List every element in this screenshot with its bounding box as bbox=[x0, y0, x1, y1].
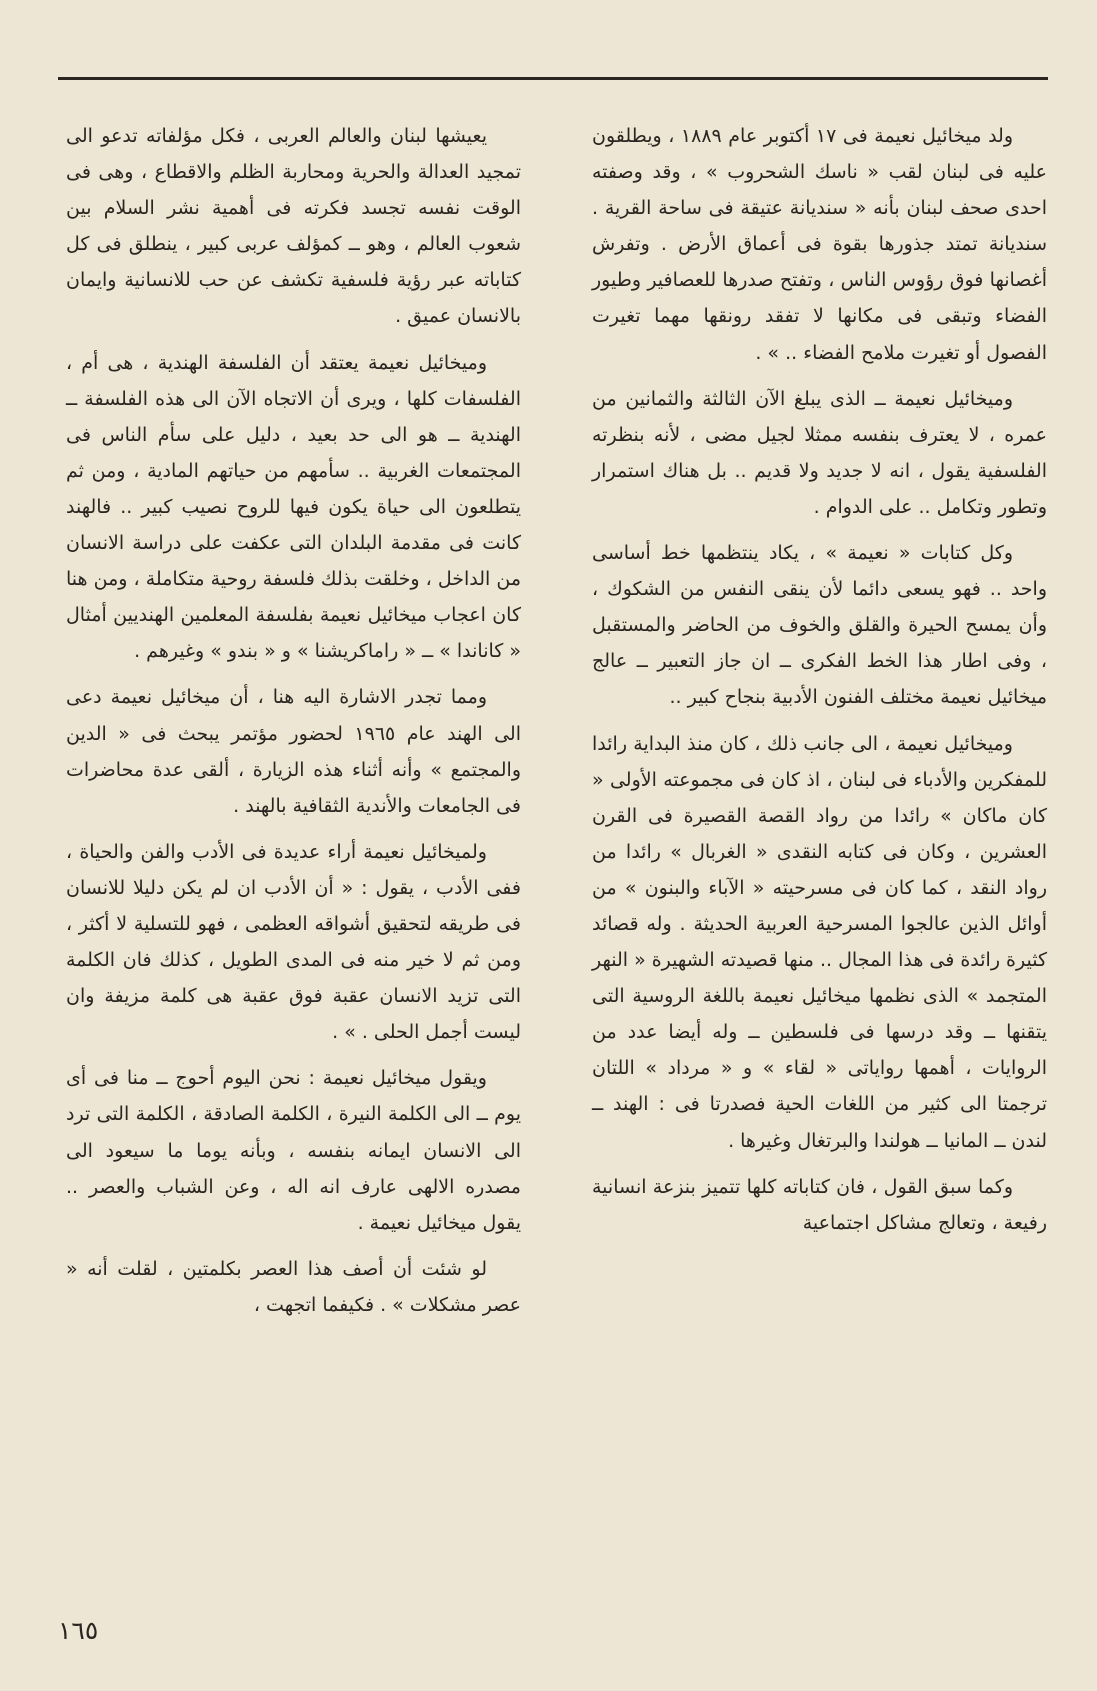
left-column bbox=[66, 118, 521, 1333]
page-number: ١٦٥ bbox=[58, 1616, 99, 1645]
paragraph: ولد ميخائيل نعيمة فى ١٧ أكتوبر عام ١٨٨٩ ، ويطلقون عليه فى لبنان لقب « ناسك الشحروب » ، وقد وصفته احدى صحف لبنان بأنه « سنديانة عتيقة فى ساحة القرية . سنديانة تمتد جذورها بقوة فى أعماق الأرض . وتفرش أغصانها فوق رؤوس الناس ، وتفتح صدرها للعصافير وطيور الفضاء وتبقى فى مكانها لا تفقد رونقها مهما تغيرت الفصول أو تغيرت ملامح الفضاء .. » . bbox=[592, 125, 1047, 364]
paragraph: وميخائيل نعيمة ــ الذى يبلغ الآن الثالثة والثمانين من عمره ، لا يعترف بنفسه ممثلا لجيل مضى ، لأنه بنظرته الفلسفية يقول ، انه لا جديد ولا قديم .. بل هناك استمرار وتطور وتكامل .. على الدوام . bbox=[592, 387, 1047, 518]
right-column bbox=[592, 118, 1047, 1251]
paragraph: وكل كتابات « نعيمة » ، يكاد ينتظمها خط أساسى واحد .. فهو يسعى دائما لأن ينقى النفس من الشكوك ، وأن يمسح الحيرة والقلق والخوف من الحاضر والمستقبل ، وفى اطار هذا الخط الفكرى ــ ان جاز التعبير ــ عالج ميخائيل نعيمة مختلف الفنون الأدبية بنجاح كبير .. bbox=[592, 542, 1047, 709]
paragraph: ويقول ميخائيل نعيمة : نحن اليوم أحوج ــ منا فى أى يوم ــ الى الكلمة النيرة ، الكلمة الصادقة ، الكلمة التى ترد الى الانسان ايمانه بنفسه ، وبأنه يوما ما سيعود الى مصدره الالهى عارف انه اله ، وعن الشباب والعصر .. يقول ميخائيل نعيمة . bbox=[66, 1067, 521, 1234]
paragraph: وميخائيل نعيمة يعتقد أن الفلسفة الهندية ، هى أم ، الفلسفات كلها ، ويرى أن الاتجاه الآن الى هذه الفلسفة ــ الهندية ــ هو الى حد بعيد ، دليل على سأم الناس فى المجتمعات الغربية .. سأمهم من حياتهم المادية ، ومن ثم يتطلعون الى حياة يكون فيها للروح نصيب كبير .. فالهند كانت فى مقدمة البلدان التى عكفت على دراسة الانسان من الداخل ، وخلقت بذلك فلسفة روحية متكاملة ، ومن هنا كان اعجاب ميخائيل نعيمة بفلسفة المعلمين الهنديين أمثال « كاناندا » ــ « راماكريشنا » و « بندو » وغيرهم . bbox=[66, 351, 521, 663]
paragraph: يعيشها لبنان والعالم العربى ، فكل مؤلفاته تدعو الى تمجيد العدالة والحرية ومحاربة الظلم والاقطاع ، وهى فى الوقت نفسه تجسد فكرته فى أهمية نشر السلام بين شعوب العالم ، وهو ــ كمؤلف عربى كبير ، ينطلق فى كل كتاباته عبر رؤية فلسفية تكشف عن حب للانسانية وايمان بالانسان عميق . bbox=[66, 125, 521, 328]
paragraph: لو شئت أن أصف هذا العصر بكلمتين ، لقلت أنه « عصر مشكلات » . فكيفما اتجهت ، bbox=[66, 1257, 521, 1316]
paragraph: وكما سبق القول ، فان كتاباته كلها تتميز بنزعة انسانية رفيعة ، وتعالج مشاكل اجتماعية bbox=[592, 1175, 1047, 1234]
paragraph: وميخائيل نعيمة ، الى جانب ذلك ، كان منذ البداية رائدا للمفكرين والأدباء فى لبنان ، اذ كان فى مجموعته الأولى « كان ماكان » رائدا من رواد القصة القصيرة فى القرن العشرين ، وكان فى كتابه النقدى « الغربال » رائدا من رواد النقد ، كما كان فى مسرحيته « الآباء والبنون » من أوائل الذين عالجوا المسرحية العربية الحديثة . وله قصائد كثيرة رائدة فى هذا المجال .. منها قصيدته الشهيرة « النهر المتجمد » الذى نظمها ميخائيل نعيمة باللغة الروسية التى يتقنها ــ وقد درسها فى فلسطين ــ وله أيضا عدد من الروايات ، أهمها رواياتى « لقاء » و « مرداد » اللتان ترجمتا الى كثير من اللغات الحية فصدرتا فى : الهند ــ لندن ــ المانيا ــ هولندا والبرتغال وغيرها . bbox=[591, 732, 1047, 1152]
paragraph: ولميخائيل نعيمة أراء عديدة فى الأدب والفن والحياة ، ففى الأدب ، يقول : « أن الأدب ان لم يكن دليلا للانسان فى طريقه لتحقيق أشواقه العظمى ، فهو للتسلية لا أكثر ، ومن ثم لا خير منه فى المدى الطويل ، كذلك فان الكلمة التى تزيد الانسان عقبة فوق عقبة هى كلمة مزيفة وان ليست أجمل الحلى . » . bbox=[66, 840, 521, 1044]
paragraph: ومما تجدر الاشارة اليه هنا ، أن ميخائيل نعيمة دعى الى الهند عام ١٩٦٥ لحضور مؤتمر يبحث فى « الدين والمجتمع » وأنه أثناء هذه الزيارة ، ألقى عدة محاضرات فى الجامعات والأندية الثقافية بالهند . bbox=[66, 686, 521, 817]
top-rule bbox=[58, 77, 1048, 80]
